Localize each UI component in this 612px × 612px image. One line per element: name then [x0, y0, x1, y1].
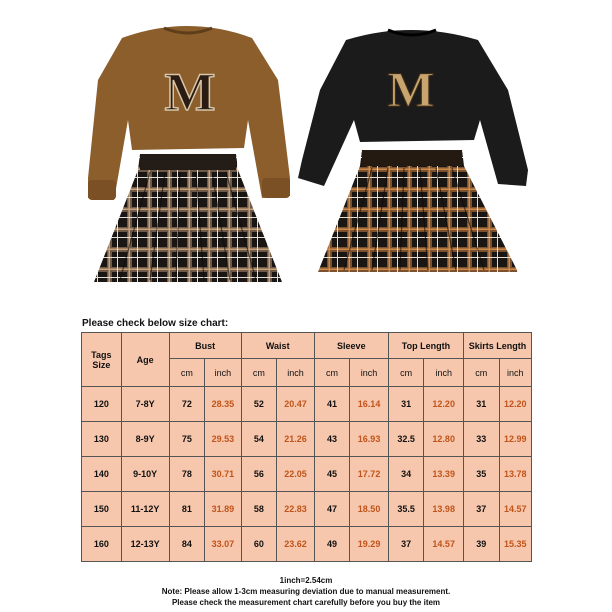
unit-cell: inch	[424, 359, 464, 387]
table-header-row	[82, 333, 532, 359]
table-cell: 58	[241, 492, 276, 527]
table-cell: 39	[464, 527, 499, 562]
table-cell: 13.98	[424, 492, 464, 527]
header-top-length: Top Length	[388, 333, 463, 359]
unit-cell: cm	[388, 359, 423, 387]
table-cell: 54	[241, 422, 276, 457]
table-cell: 7-8Y	[121, 387, 169, 422]
table-cell: 35	[464, 457, 499, 492]
table-cell: 23.62	[277, 527, 315, 562]
table-cell: 18.50	[350, 492, 389, 527]
table-cell: 30.71	[205, 457, 242, 492]
table-cell: 16.93	[350, 422, 389, 457]
table-cell: 81	[169, 492, 204, 527]
table-cell: 60	[241, 527, 276, 562]
size-chart-table	[81, 332, 532, 562]
table-cell: 130	[82, 422, 122, 457]
table-cell: 12.20	[424, 387, 464, 422]
table-cell: 15.35	[499, 527, 531, 562]
table-cell: 45	[314, 457, 349, 492]
unit-cell: cm	[464, 359, 499, 387]
table-cell: 31.89	[205, 492, 242, 527]
header-age: Age	[121, 333, 169, 387]
table-cell: 9-10Y	[121, 457, 169, 492]
table-cell: 14.57	[499, 492, 531, 527]
deviation-note: Note: Please allow 1-3cm measuring deviation due to manual measurement.	[161, 587, 451, 596]
table-cell: 14.57	[424, 527, 464, 562]
table-cell: 12.99	[499, 422, 531, 457]
table-cell: 84	[169, 527, 204, 562]
table-cell: 75	[169, 422, 204, 457]
table-cell: 34	[388, 457, 423, 492]
monogram-letter-left: M	[164, 62, 216, 122]
table-row	[82, 457, 532, 492]
header-bust: Bust	[169, 333, 241, 359]
conversion-note: 1inch=2.54cm	[279, 576, 333, 585]
header-skirts-length: Skirts Length	[464, 333, 532, 359]
table-cell: 19.29	[350, 527, 389, 562]
table-cell: 12.20	[499, 387, 531, 422]
table-cell: 41	[314, 387, 349, 422]
unit-cell: inch	[350, 359, 389, 387]
unit-cell: inch	[205, 359, 242, 387]
table-cell: 33.07	[205, 527, 242, 562]
table-cell: 12.80	[424, 422, 464, 457]
table-cell: 28.35	[205, 387, 242, 422]
size-chart-title: Please check below size chart:	[82, 318, 229, 329]
header-tags-size: Tags Size	[82, 333, 122, 387]
table-cell: 21.26	[277, 422, 315, 457]
table-cell: 20.47	[277, 387, 315, 422]
plaid-skirt-left	[94, 154, 282, 282]
table-cell: 22.83	[277, 492, 315, 527]
table-cell: 32.5	[388, 422, 423, 457]
table-row	[82, 527, 532, 562]
table-cell: 140	[82, 457, 122, 492]
table-cell: 16.14	[350, 387, 389, 422]
plaid-skirt-right	[318, 150, 518, 272]
table-cell: 52	[241, 387, 276, 422]
table-cell: 37	[388, 527, 423, 562]
table-cell: 31	[464, 387, 499, 422]
header-waist: Waist	[241, 333, 314, 359]
table-cell: 47	[314, 492, 349, 527]
unit-cell: inch	[277, 359, 315, 387]
table-cell: 17.72	[350, 457, 389, 492]
table-cell: 37	[464, 492, 499, 527]
table-cell: 43	[314, 422, 349, 457]
table-cell: 160	[82, 527, 122, 562]
table-cell: 8-9Y	[121, 422, 169, 457]
table-cell: 120	[82, 387, 122, 422]
table-cell: 150	[82, 492, 122, 527]
table-cell: 72	[169, 387, 204, 422]
header-sleeve: Sleeve	[314, 333, 388, 359]
table-cell: 12-13Y	[121, 527, 169, 562]
table-cell: 56	[241, 457, 276, 492]
unit-cell: cm	[314, 359, 349, 387]
table-cell: 11-12Y	[121, 492, 169, 527]
table-row	[82, 492, 532, 527]
unit-cell: inch	[499, 359, 531, 387]
table-cell: 49	[314, 527, 349, 562]
table-cell: 33	[464, 422, 499, 457]
unit-cell: cm	[241, 359, 276, 387]
table-row	[82, 422, 532, 457]
check-note: Please check the measurement chart carefully before you buy the item	[171, 598, 441, 607]
product-photo	[0, 0, 612, 300]
table-cell: 78	[169, 457, 204, 492]
table-row	[82, 387, 532, 422]
unit-cell: cm	[169, 359, 204, 387]
table-cell: 35.5	[388, 492, 423, 527]
monogram-letter-right: M	[387, 61, 435, 117]
table-cell: 22.05	[277, 457, 315, 492]
table-cell: 31	[388, 387, 423, 422]
table-cell: 29.53	[205, 422, 242, 457]
table-cell: 13.78	[499, 457, 531, 492]
table-cell: 13.39	[424, 457, 464, 492]
